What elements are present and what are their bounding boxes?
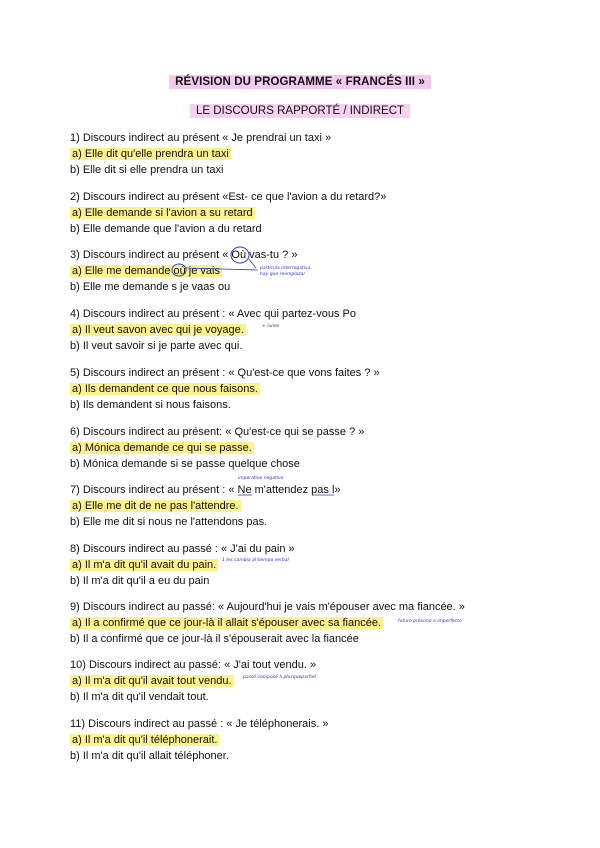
question-5 [70,365,380,413]
answer-a-highlighted: a) Mónica demande ce qui se passe. [72,442,252,454]
question-4 [70,306,356,354]
answer-b: b) Il m'a dit qu'il allait téléphoner. [70,750,229,762]
answer-a-highlighted: a) Il m'a dit qu'il téléphonerait. [72,734,218,746]
question-prompt: 8) Discours indirect au passé : « J'ai du pain » [70,543,295,555]
question-11 [70,716,328,764]
question-prompt: 11) Discours indirect au passé : « Je téléphonerais. » [70,718,329,730]
answer-a-highlighted: a) Elle demande si l'avion a su retard [72,207,253,219]
answer-a-highlighted: a) Il m'a dit qu'il avait tout vendu. [72,675,232,687]
question-prompt: 10) Discours indirect au passé: « J'ai tout vendu. » [70,659,317,671]
subtitle-text: LE DISCOURS RAPPORTÉ / INDIRECT [190,104,410,118]
question-8 [70,541,295,589]
question-prompt: 3) Discours indirect au présent « Où vas-tu ? » [70,249,298,261]
title-text: RÉVISION DU PROGRAMME « FRANCÉS III » [169,75,431,89]
question-prompt: 7) Discours indirect au présent : « Ne m'attendez pas l» [70,484,341,496]
question-prompt: 6) Discours indirect au présent: « Qu'est-ce qui se passe ? » [70,426,365,438]
answer-a-highlighted: a) Ils demandent ce que nous faisons. [72,383,258,395]
answer-a-highlighted: a) Elle me dit de ne pas l'attendre. [72,500,239,512]
question-prompt: 9) Discours indirect au passé: « Aujourd'hui je vais m'épouser avec ma fiancée. » [70,601,465,613]
question-7 [70,482,341,530]
handwritten-note-q7: imperativo negativo [238,476,284,481]
question-prompt: 4) Discours indirect au présent : « Avec qui partez-vous Po [70,308,356,320]
answer-a-highlighted: a) Il m'a dit qu'il avait du pain. [72,559,217,571]
answer-b: b) Mónica demande si se passe quelque chose [70,458,300,470]
handwritten-note-q4: + lunes [262,324,280,329]
handwritten-note-q3: partícula interrogativa, hay que reemplazar [260,266,312,277]
document-subtitle [0,101,600,119]
handwritten-note-q9: futuro próximo a imperfecto [398,619,462,624]
question-prompt: 1) Discours indirect au présent « Je prendrai un taxi » [70,132,332,144]
answer-b: b) Il m'a dit qu'il vendait tout. [70,691,209,703]
question-10 [70,657,316,705]
answer-a-highlighted: a) Elle dit qu'elle prendra un taxi [72,148,229,160]
handwritten-note-q10: passé composé à plusqueparfait [243,675,317,680]
question-prompt: 5) Discours indirect an présent : « Qu'est-ce que vons faites ? » [70,367,380,379]
answer-a-highlighted: a) Elle me demande où je vais [72,265,220,277]
answer-b: b) Elle demande que l'avion a du retard [70,223,262,235]
answer-b: b) Il m'a dit qu'il a eu du pain [70,575,210,587]
question-prompt: 2) Discours indirect au présent «Est- ce que l'avion a du retard?» [70,191,387,203]
answer-b: b) Il a confirmé que ce jour-là il s'épouserait avec la fiancée [70,633,359,645]
answer-b: b) Il veut savoir si je parte avec qui. [70,340,243,352]
answer-b: b) Elle me dit si nous ne l'attendons pas. [70,516,268,528]
answer-b: b) Ils demandent si nous faisons. [70,399,231,411]
answer-a-highlighted: a) Il a confirmé que ce jour-là il allait s'épouser avec sa fiancée. [72,617,382,629]
answer-b: b) Elle me demande s je vaas ou [70,281,231,293]
answer-b: b) Elle dit si elle prendra un taxi [70,164,224,176]
document-title [0,72,600,90]
answer-a-highlighted: a) Il veut savon avec qui je voyage. [72,324,244,336]
handwritten-note-q8: 1 les cambia al tiempo verbal [222,558,289,563]
question-6 [70,424,364,472]
question-1 [70,130,331,178]
question-2 [70,189,386,237]
